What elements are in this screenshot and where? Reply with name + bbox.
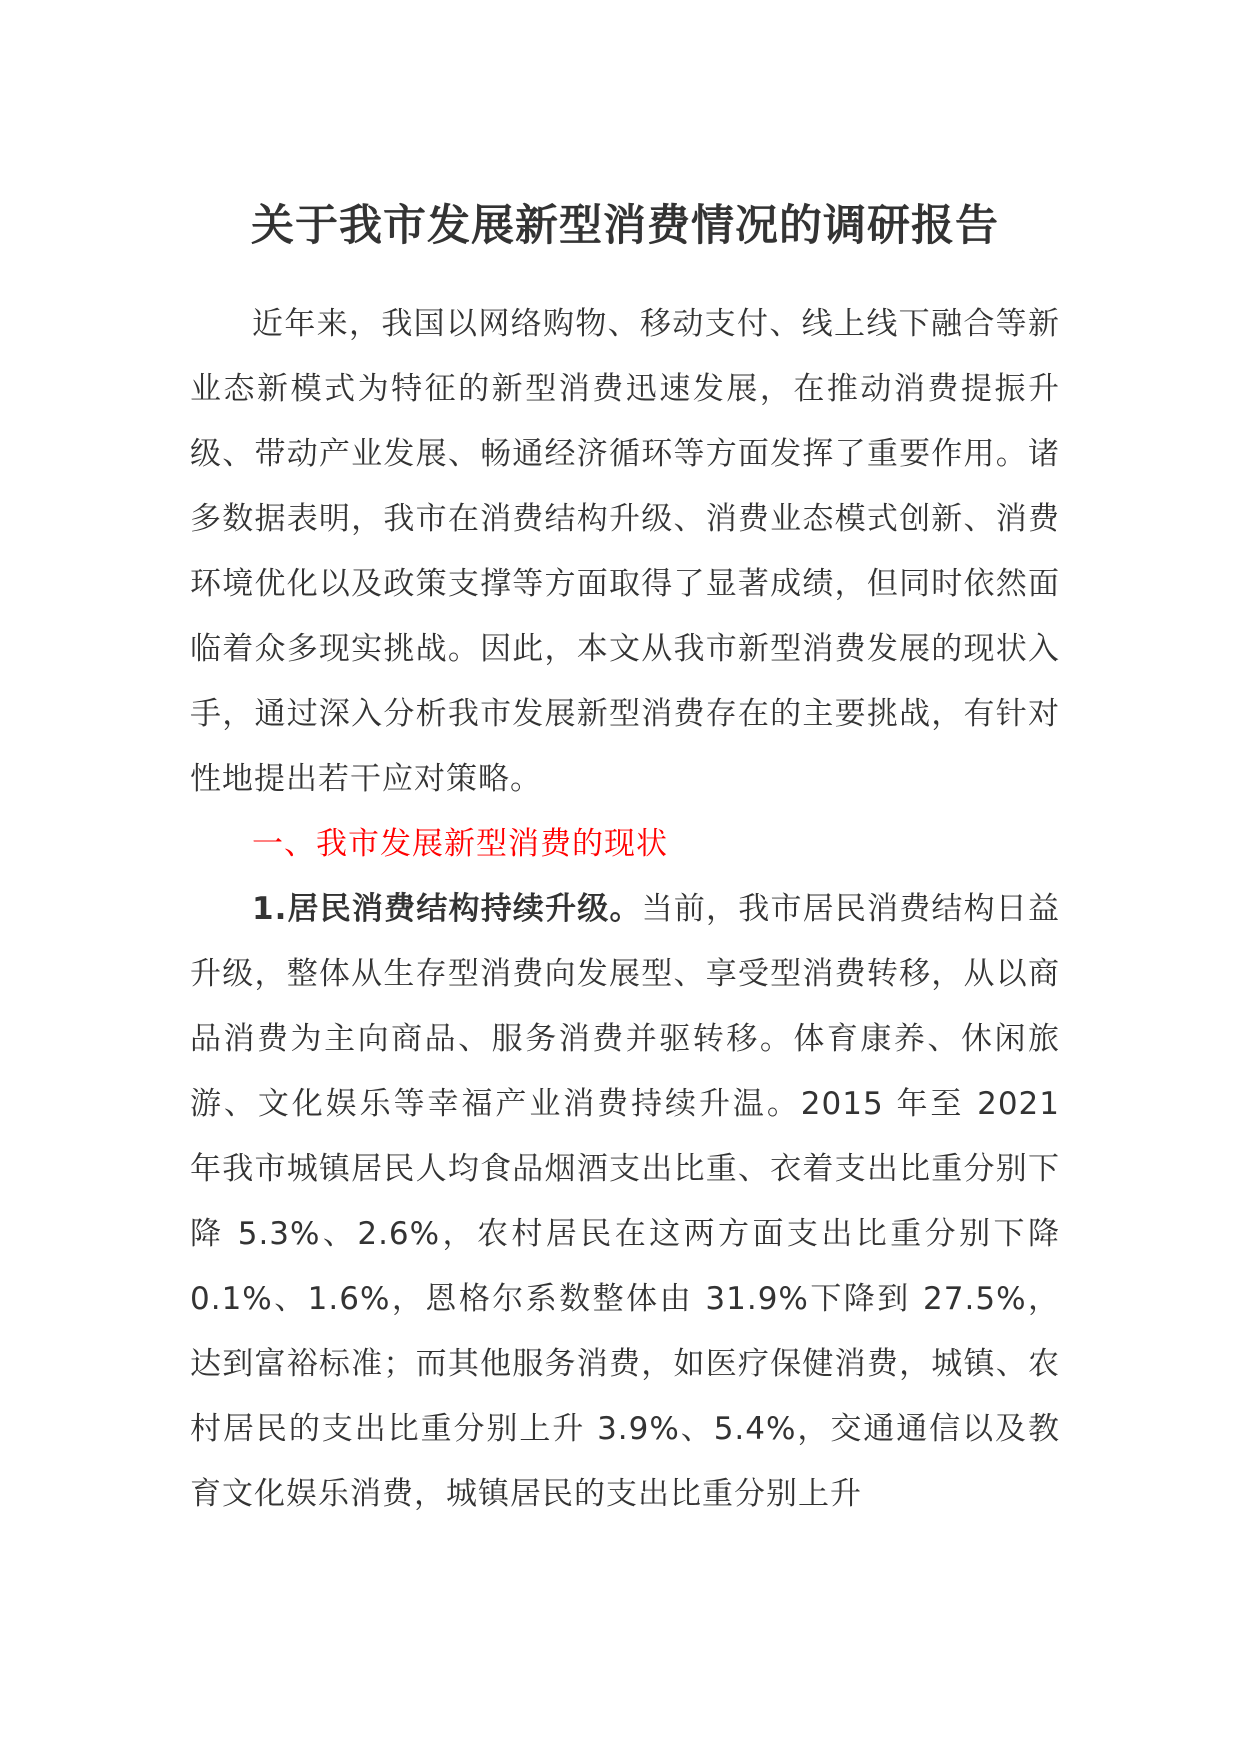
item-paragraph [190, 877, 1060, 1527]
section-heading: 一、我市发展新型消费的现状 [252, 826, 668, 862]
item-lead: 1.居民消费结构持续升级。 [252, 891, 642, 927]
document-body [190, 198, 1060, 1527]
intro-paragraph: 近年来，我国以网络购物、移动支付、线上线下融合等新业态新模式为特征的新型消费迅速发展，在推动消费提振升级、带动产业发展、畅通经济循环等方面发挥了重要作用。诸多数据表明，我市在消费结构升级、消费业态模式创新、消费环境优化以及政策支撑等方面取得了显著成绩，但同时依然面临着众多现实挑战。因此，本文从我市新型消费发展的现状入手，通过深入分析我市发展新型消费存在的主要挑战，有针对性地提出若干应对策略。 [190, 306, 1060, 797]
document-title: 关于我市发展新型消费情况的调研报告 [251, 201, 999, 251]
item-body: 当前，我市居民消费结构日益升级，整体从生存型消费向发展型、享受型消费转移，从以商品消费为主向商品、服务消费并驱转移。体育康养、休闲旅游、文化娱乐等幸福产业消费持续升温。2015 年至 2021 年我市城镇居民人均食品烟酒支出比重、衣着支出比重分别下降 5.3%、2.6%，农村居民在这两方面支出比重分别下降 0.1%、1.6%，恩格尔系数整体由 31.9%下降到 27.5%，达到富裕标准；而其他服务消费，如医疗保健消费，城镇、农村居民的支出比重分别上升 3.9%、5.4%，交通通信以及教育文化娱乐消费，城镇居民的支出比重分别上升 [190, 891, 1060, 1512]
